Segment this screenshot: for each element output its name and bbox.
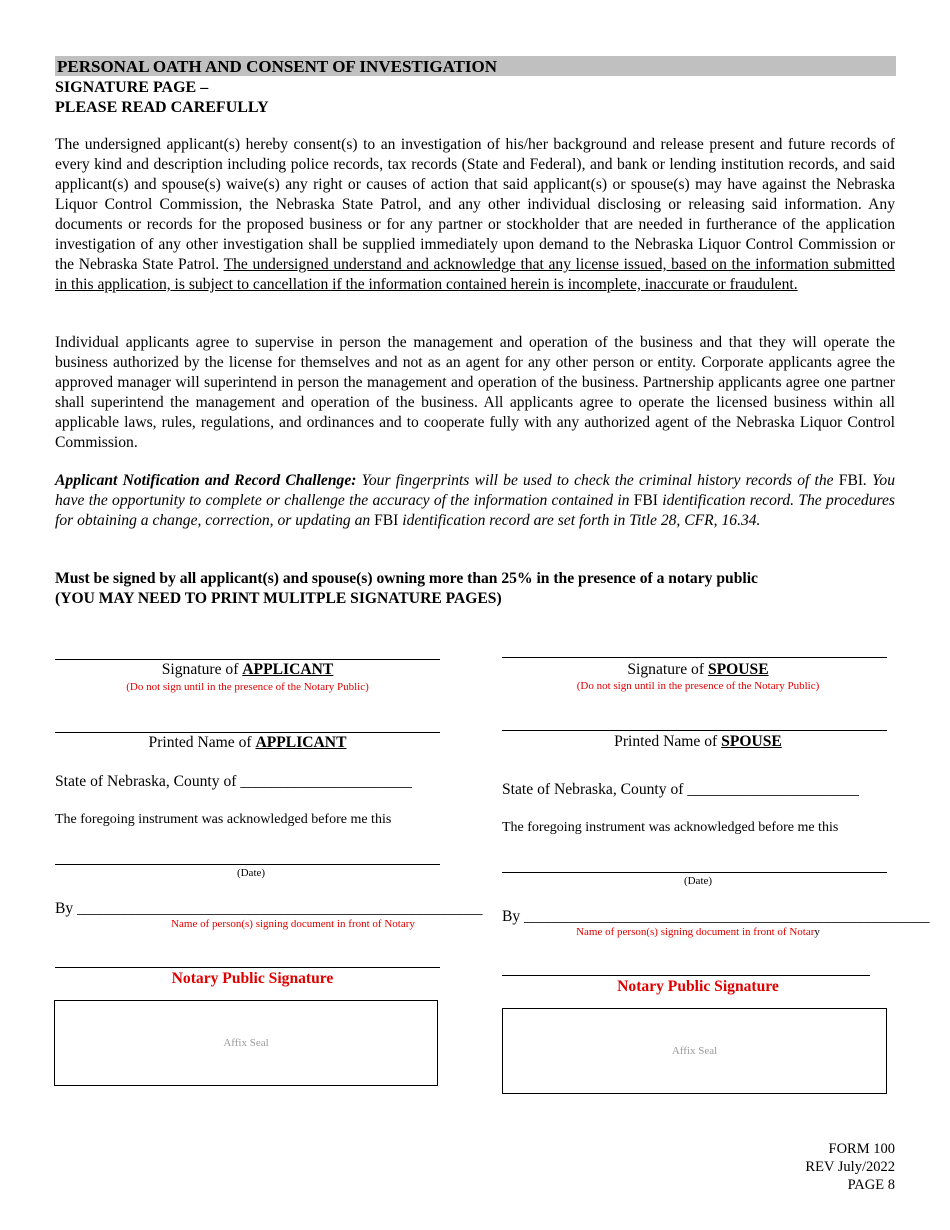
- spouse-date-label: (Date): [683, 875, 713, 887]
- applicant-printed-name-caption: [55, 734, 440, 752]
- notification-paragraph: [55, 471, 895, 531]
- spouse-printed-name-caption: [502, 733, 894, 751]
- spouse-by-note: [502, 926, 894, 939]
- spouse-seal-label: Affix Seal: [671, 1045, 718, 1057]
- form-number: FORM 100: [828, 1141, 895, 1157]
- spouse-printed-name-line[interactable]: [502, 730, 887, 731]
- spouse-signature-role: SPOUSE: [707, 661, 769, 678]
- signing-notice-line2: (YOU MAY NEED TO PRINT MULITPLE SIGNATURE PAGES): [55, 590, 502, 607]
- applicant-signature-note: (Do not sign until in the presence of the Notary Public): [126, 681, 369, 693]
- consent-text: The undersigned applicant(s) hereby consent(s) to an investigation of his/her background and release present and future records of every kind and description including police records, tax records (State and Federal), and bank or lending institution records, and said applicant(s) and spouse(s) waive(s) any right or causes of action that said applicant(s) or spouse(s) may have against the Nebraska Liquor Control Commission, the Nebraska State Patrol, and any other individual disclosing or releasing said information. Any documents or records for the proposed business or for any partner or stockholder that are needed in furtherance of the application investigation of any other investigation shall be supplied immediately upon demand to the Nebraska Liquor Control Commission or the Nebraska State Patrol.: [55, 136, 895, 273]
- fbi-text-2: FBI: [633, 492, 659, 509]
- signing-notice: [55, 569, 758, 609]
- page-title: PERSONAL OATH AND CONSENT OF INVESTIGATION: [57, 57, 498, 76]
- applicant-notary-title: Notary Public Signature: [171, 970, 334, 987]
- applicant-printed-prefix: Printed Name of: [148, 734, 256, 751]
- spouse-by-note-end: y: [814, 926, 820, 938]
- supervision-text: Individual applicants agree to supervise in person the management and operation of the business and that they will operate the business authorized by the license for themselves and not as an agent for any other person or entity. Corporate applicants agree the approved manager will superintend in person the management and operation of the business. Partnership applicants agree one partner shall superintend the management and operation of the business. All applicants agree to operate the licensed business within all applicable laws, rules, regulations, and ordinances and to cooperate fully with any authorized agent of the Nebraska Liquor Control Commission.: [55, 334, 895, 451]
- spouse-notary-line[interactable]: [502, 975, 870, 976]
- applicant-by-note: Name of person(s) signing document in front of Notary: [171, 918, 415, 930]
- spouse-signature-caption: [502, 661, 894, 679]
- form-footer: [805, 1140, 895, 1194]
- acknowledgement-text: The undersigned understand and acknowledge that any license issued, based on the information submitted in this application, is subject to cancellation if the information contained herein is incomplete, inaccurate or fraudulent.: [55, 256, 895, 293]
- applicant-by-field[interactable]: By ____________________________________________________: [55, 900, 483, 917]
- notification-lead: Applicant Notification and Record Challenge:: [55, 472, 357, 489]
- consent-paragraph: [55, 135, 895, 295]
- spouse-foregoing-text: The foregoing instrument was acknowledged before me this: [502, 820, 839, 835]
- spouse-signature-note: (Do not sign until in the presence of the Notary Public): [576, 680, 820, 692]
- notification-text-4: identification record are set forth in Title 28, CFR, 16.34.: [398, 512, 761, 529]
- applicant-seal-label: Affix Seal: [223, 1037, 269, 1049]
- spouse-signature-prefix: Signature of: [627, 661, 708, 678]
- spouse-notary-title: Notary Public Signature: [617, 978, 779, 995]
- page-number: PAGE 8: [847, 1177, 895, 1193]
- spouse-county-field[interactable]: State of Nebraska, County of ______________________: [502, 781, 859, 798]
- fbi-text-3: FBI: [374, 512, 399, 529]
- applicant-printed-role: APPLICANT: [255, 734, 347, 751]
- applicant-signature-prefix: Signature of: [161, 661, 243, 678]
- spouse-printed-prefix: Printed Name of: [614, 733, 722, 750]
- applicant-county-field[interactable]: State of Nebraska, County of ______________________: [55, 773, 412, 790]
- spouse-seal-box: [502, 1008, 887, 1094]
- applicant-signature-caption: [55, 661, 440, 679]
- applicant-signature-role: APPLICANT: [242, 661, 334, 678]
- applicant-seal-box: [54, 1000, 438, 1086]
- applicant-foregoing-text: The foregoing instrument was acknowledged before me this: [55, 812, 392, 827]
- spouse-date-line[interactable]: [502, 872, 887, 873]
- applicant-printed-name-line[interactable]: [55, 732, 440, 733]
- spouse-signature-line[interactable]: [502, 657, 887, 658]
- spouse-printed-role: SPOUSE: [721, 733, 782, 750]
- spouse-by-field[interactable]: By ____________________________________________________: [502, 908, 930, 925]
- applicant-date-line[interactable]: [55, 864, 440, 865]
- form-revision: REV July/2022: [805, 1159, 895, 1175]
- spouse-by-note-main: Name of person(s) signing document in front of Notar: [576, 926, 815, 938]
- signing-notice-line1: Must be signed by all applicant(s) and spouse(s) owning more than 25% in the presence of a notary public: [55, 570, 758, 587]
- supervision-paragraph: [55, 333, 895, 453]
- notification-text-3: identification record. The procedures for obtaining a change, correction, or updating an: [55, 492, 895, 529]
- notification-text-2: . You have the opportunity to complete or challenge the accuracy of the information contained in: [55, 472, 895, 509]
- applicant-signature-line[interactable]: [55, 659, 440, 660]
- fbi-text-1: FBI: [838, 472, 864, 489]
- applicant-notary-line[interactable]: [55, 967, 440, 968]
- notification-text-1: Your fingerprints will be used to check the criminal history records of the: [356, 472, 839, 489]
- subtitle-read-carefully: PLEASE READ CAREFULLY: [55, 99, 269, 116]
- applicant-date-label: (Date): [236, 867, 266, 879]
- subtitle-signature-page: SIGNATURE PAGE –: [55, 79, 209, 96]
